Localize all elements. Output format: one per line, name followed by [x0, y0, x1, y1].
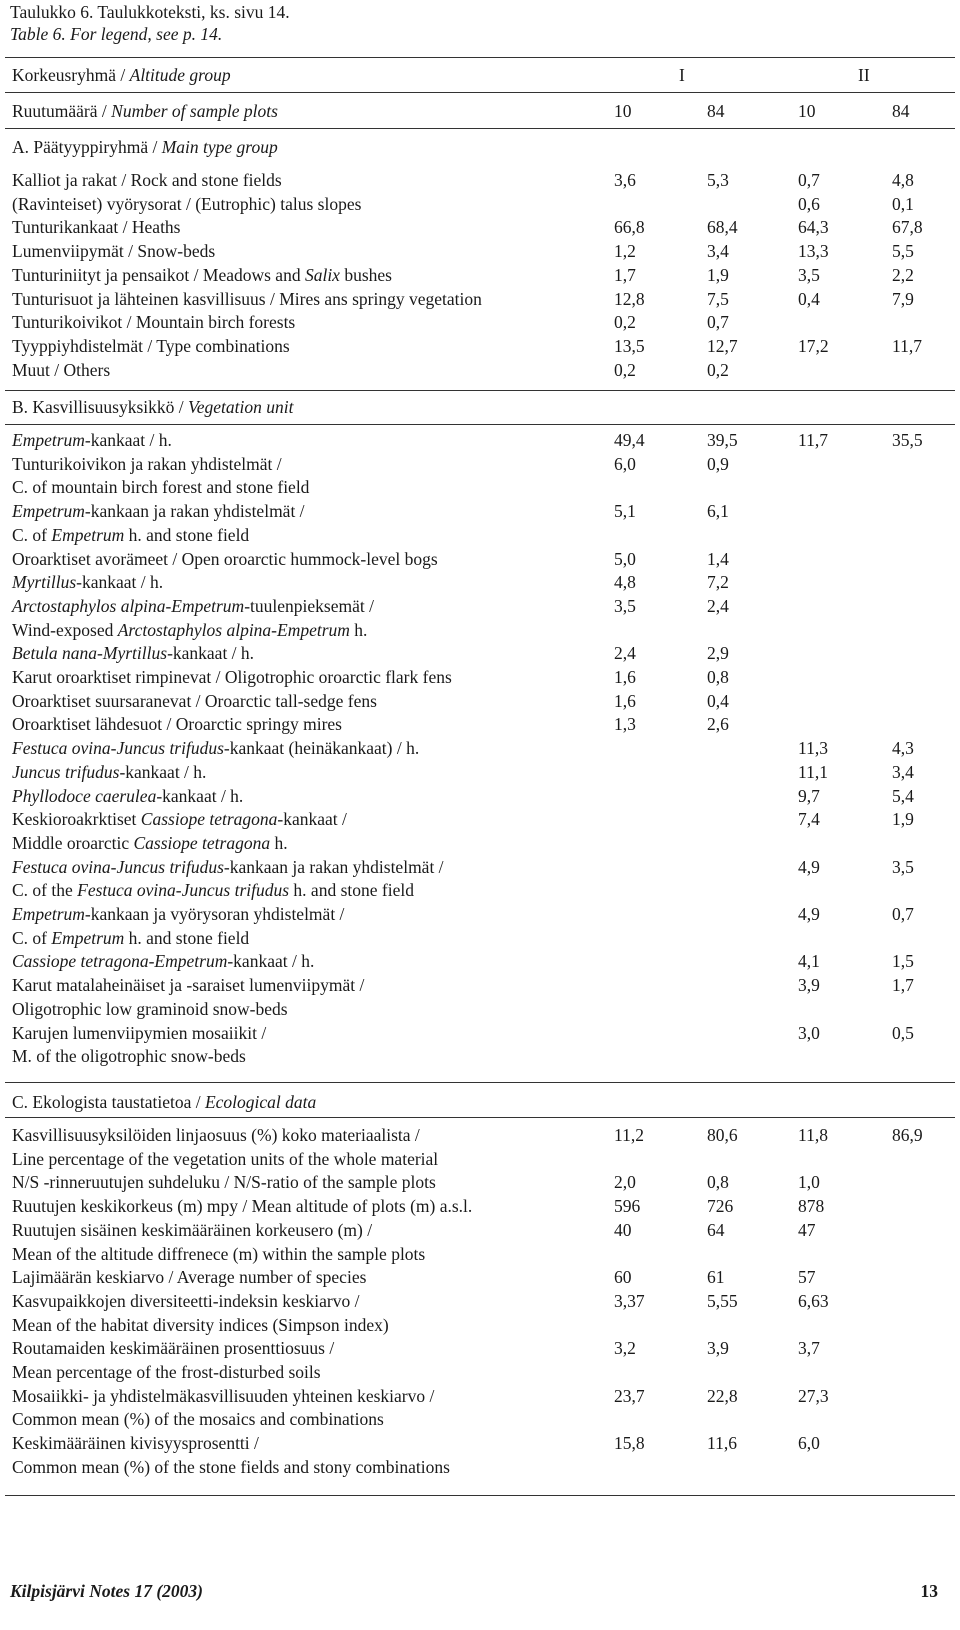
value-cell: 3,5 — [614, 595, 636, 616]
label-text: -kankaat / h. — [76, 572, 164, 593]
value-cell: 6,63 — [798, 1290, 829, 1311]
label-text: -kankaan ja vyörysoran yhdistelmät / — [84, 904, 345, 924]
value-cell: 7,5 — [707, 288, 729, 309]
row-label: Common mean (%) of the stone fields and stony combinations — [12, 1456, 450, 1477]
section-a-title-en: Main type group — [161, 137, 278, 157]
row-label: Kasvillisuusyksilöiden linjaosuus (%) koko materiaalista / — [12, 1125, 420, 1145]
value-cell: 0,8 — [707, 667, 729, 687]
row-label: (Ravinteiset) vyörysorat / (Eutrophic) talus slopes — [12, 193, 362, 214]
table-row — [12, 1384, 960, 1408]
row-label — [12, 618, 367, 642]
table-row — [12, 641, 960, 665]
table-row — [12, 878, 960, 902]
table-row — [12, 807, 960, 831]
group-I-header: I — [679, 65, 685, 85]
row-label — [12, 428, 172, 452]
value-cell: 4,8 — [614, 572, 636, 593]
value-cell: 0,7 — [707, 312, 729, 333]
row-label — [12, 855, 444, 879]
table-row — [12, 570, 960, 594]
row-label: Ruutujen keskikorkeus (m) mpy / Mean altitude of plots (m) a.s.l. — [12, 1196, 473, 1217]
value-cell: 3,2 — [614, 1338, 636, 1359]
species-name: Cassiope tetragona — [140, 809, 278, 830]
row-label — [12, 665, 452, 689]
value-cell: 5,0 — [614, 548, 636, 569]
value-cell: 2,2 — [892, 264, 914, 285]
value-cell: 1,4 — [707, 548, 729, 569]
value-cell: 1,3 — [614, 714, 636, 735]
value-cell: 60 — [614, 1267, 632, 1288]
row-label — [12, 452, 282, 476]
value-cell: 67,8 — [892, 217, 923, 238]
table-row — [12, 831, 960, 855]
value-cell: 7,9 — [892, 288, 914, 309]
value-cell: 13,5 — [614, 335, 645, 356]
table-row — [12, 949, 960, 973]
table-row — [12, 926, 960, 950]
value-cell: 23,7 — [614, 1385, 645, 1406]
value-cell: 64 — [707, 1219, 725, 1240]
row-label: Tyyppiyhdistelmät / Type combinations — [12, 335, 290, 356]
label-text: -kankaat / h. — [119, 761, 207, 782]
table-row — [12, 1407, 960, 1431]
value-cell: 11,2 — [614, 1125, 644, 1145]
label-text: -kankaat / h. — [156, 785, 244, 806]
row-label: N/S -rinneruutujen suhdeluku / N/S-ratio of the sample plots — [12, 1172, 436, 1193]
table-row — [12, 902, 960, 926]
section-c-rule — [5, 1082, 955, 1083]
table-row — [12, 452, 960, 476]
label-text: Oligotrophic low graminoid snow-beds — [12, 998, 288, 1019]
plot-count-2: 84 — [707, 101, 725, 121]
value-cell: 15,8 — [614, 1433, 645, 1454]
value-cell: 4,1 — [798, 951, 820, 972]
section-b-inner-rule — [5, 424, 955, 425]
value-cell: 2,6 — [707, 714, 729, 735]
species-name: Arctostaphylos alpina-Empetrum — [117, 619, 350, 640]
value-cell: 11,6 — [707, 1433, 737, 1454]
value-cell: 3,9 — [798, 975, 820, 996]
label-text: Karut matalaheinäiset ja -saraiset lumenviipymät / — [12, 975, 365, 996]
table-row — [12, 192, 960, 216]
section-a-rule — [5, 128, 955, 129]
table-row — [12, 1044, 960, 1068]
value-cell: 5,4 — [892, 785, 914, 806]
table-row — [12, 499, 960, 523]
label-text: h. and stone field — [124, 524, 250, 545]
row-label: Keskimääräinen kivisyysprosentti / — [12, 1433, 259, 1454]
table-row — [12, 428, 960, 452]
table-row — [12, 263, 960, 287]
plots-label-fi: Ruutumäärä / — [12, 101, 112, 121]
value-cell: 4,8 — [892, 170, 914, 190]
value-cell: 2,4 — [707, 595, 729, 616]
table-row — [12, 1170, 960, 1194]
label-text: h. — [349, 619, 368, 640]
label-text: -kankaat / h. — [84, 430, 172, 450]
value-cell: 0,5 — [892, 1022, 914, 1043]
value-cell: 35,5 — [892, 430, 923, 450]
row-label: Line percentage of the vegetation units of the whole material — [12, 1148, 439, 1169]
table-row — [12, 1313, 960, 1337]
table-row — [12, 239, 960, 263]
label-text: h. and stone field — [124, 927, 250, 948]
row-label — [12, 263, 392, 287]
row-label — [12, 523, 249, 547]
row-label — [12, 973, 364, 997]
value-cell: 49,4 — [614, 430, 645, 450]
value-cell: 1,0 — [798, 1172, 820, 1193]
section-a-title-fi: A. Päätyyppiryhmä / — [12, 137, 162, 157]
section-b-title-en: Vegetation unit — [188, 397, 294, 417]
table-row — [12, 1242, 960, 1266]
table-row — [12, 689, 960, 713]
row-label: Tunturikankaat / Heaths — [12, 217, 181, 238]
row-label: Muut / Others — [12, 359, 111, 380]
value-cell: 878 — [798, 1196, 825, 1217]
value-cell: 0,2 — [614, 312, 636, 333]
species-name: Empetrum — [12, 904, 85, 924]
value-cell: 0,1 — [892, 193, 914, 214]
value-cell: 4,3 — [892, 738, 914, 759]
table-row — [12, 855, 960, 879]
row-label — [12, 641, 254, 665]
bottom-rule — [5, 1495, 955, 1496]
value-cell: 11,8 — [798, 1125, 828, 1145]
species-name: Festuca ovina-Juncus trifudus — [12, 738, 224, 759]
table-row — [12, 594, 960, 618]
label-text: -kankaat (heinäkankaat) / h. — [223, 738, 420, 759]
row-label: Mean of the habitat diversity indices (Simpson index) — [12, 1314, 389, 1335]
species-name: Empetrum — [51, 927, 125, 948]
value-cell: 2,9 — [707, 643, 729, 664]
table-row — [12, 1123, 960, 1147]
species-name: Festuca ovina-Juncus trifudus — [12, 856, 224, 877]
row-label: Kalliot ja rakat / Rock and stone fields — [12, 170, 282, 190]
value-cell: 64,3 — [798, 217, 829, 238]
value-cell: 9,7 — [798, 785, 820, 806]
value-cell: 61 — [707, 1267, 725, 1288]
table-row — [12, 1021, 960, 1045]
row-label — [12, 831, 288, 855]
value-cell: 12,7 — [707, 335, 738, 356]
journal-footer: Kilpisjärvi Notes 17 (2003) — [10, 1581, 203, 1601]
table-row — [12, 760, 960, 784]
value-cell: 1,2 — [614, 241, 636, 262]
value-cell: 6,0 — [614, 453, 636, 474]
value-cell: 11,3 — [798, 738, 828, 759]
row-label — [12, 570, 163, 594]
page-number: 13 — [920, 1581, 938, 1601]
table-row — [12, 784, 960, 808]
plot-count-1: 10 — [614, 101, 632, 121]
row-label: Tunturikoivikot / Mountain birch forests — [12, 312, 296, 333]
label-text: Middle oroarctic — [12, 832, 134, 853]
value-cell: 12,8 — [614, 288, 645, 309]
table-row — [12, 168, 960, 192]
value-cell: 3,4 — [707, 241, 729, 262]
row-label — [12, 760, 206, 784]
table-row — [12, 1265, 960, 1289]
label-text: -kankaat / — [277, 809, 347, 830]
table-row — [12, 1147, 960, 1171]
species-name: Cassiope tetragona — [133, 832, 271, 853]
label-text: -kankaan ja rakan yhdistelmät / — [84, 501, 305, 522]
value-cell: 0,8 — [707, 1172, 729, 1193]
value-cell: 66,8 — [614, 217, 645, 238]
label-text: M. of the oligotrophic snow-beds — [12, 1046, 246, 1067]
row-label: Mosaiikki- ja yhdistelmäkasvillisuuden yhteinen keskiarvo / — [12, 1385, 435, 1406]
value-cell: 3,7 — [798, 1338, 820, 1359]
row-label — [12, 902, 344, 926]
row-label: Lumenviipymät / Snow-beds — [12, 241, 216, 262]
value-cell: 1,6 — [614, 667, 636, 687]
row-label — [12, 949, 314, 973]
value-cell: 47 — [798, 1219, 816, 1240]
section-a-title — [12, 135, 278, 159]
value-cell: 0,6 — [798, 193, 820, 214]
value-cell: 3,5 — [798, 264, 820, 285]
value-cell: 2,0 — [614, 1172, 636, 1193]
section-b-title-fi: B. Kasvillisuusyksikkö / — [12, 397, 188, 417]
value-cell: 0,2 — [707, 359, 729, 380]
value-cell: 4,9 — [798, 904, 820, 924]
plot-count-3: 10 — [798, 101, 816, 121]
value-cell: 11,1 — [798, 761, 828, 782]
table-row — [12, 310, 960, 334]
value-cell: 39,5 — [707, 430, 738, 450]
row-label: Routamaiden keskimääräinen prosenttiosuus / — [12, 1338, 335, 1359]
section-b-title — [12, 395, 293, 419]
table-row — [12, 1194, 960, 1218]
section-c-title-en: Ecological data — [204, 1092, 317, 1112]
label-text: Keskioroakrktiset — [12, 809, 141, 830]
table-caption-fi: Taulukko 6. Taulukkoteksti, ks. sivu 14. — [10, 2, 290, 22]
value-cell: 2,4 — [614, 643, 636, 664]
value-cell: 5,1 — [614, 501, 636, 522]
value-cell: 3,4 — [892, 761, 914, 782]
table-row — [12, 712, 960, 736]
species-name: Betula nana-Myrtillus — [12, 643, 168, 664]
table-row — [12, 1336, 960, 1360]
plots-header — [12, 99, 278, 123]
species-name: Phyllodoce caerulea — [12, 785, 157, 806]
table-row — [12, 973, 960, 997]
row-label: Lajimäärän keskiarvo / Average number of species — [12, 1267, 367, 1288]
species-name: Myrtillus — [12, 572, 77, 593]
row-label: Mean of the altitude diffrenece (m) within the sample plots — [12, 1243, 426, 1264]
value-cell: 11,7 — [892, 335, 922, 356]
row-label — [12, 926, 249, 950]
value-cell: 3,9 — [707, 1338, 729, 1359]
species-name: Salix — [304, 264, 340, 285]
species-name: Festuca ovina-Juncus trifudus — [77, 880, 290, 901]
value-cell: 6,1 — [707, 501, 729, 522]
value-cell: 0,4 — [798, 288, 820, 309]
value-cell: 0,7 — [892, 904, 914, 924]
value-cell: 3,6 — [614, 170, 636, 190]
row-label — [12, 1044, 246, 1068]
value-cell: 3,5 — [892, 856, 914, 877]
label-text: Oroarktiset avorämeet / Open oroarctic hummock-level bogs — [12, 548, 438, 569]
table-row — [12, 665, 960, 689]
table-row — [12, 547, 960, 571]
label-text: h. and stone field — [289, 880, 414, 901]
label-text: -kankaan ja rakan yhdistelmät / — [223, 856, 444, 877]
section-c-title-fi: C. Ekologista taustatietoa / — [12, 1092, 205, 1112]
value-cell: 0,7 — [798, 170, 820, 190]
row-label — [12, 689, 377, 713]
value-cell: 40 — [614, 1219, 632, 1240]
row-label: Mean percentage of the frost-disturbed soils — [12, 1362, 321, 1382]
value-cell: 68,4 — [707, 217, 738, 238]
row-label — [12, 594, 374, 618]
row-label: Kasvupaikkojen diversiteetti-indeksin keskiarvo / — [12, 1290, 360, 1311]
plot-count-4: 84 — [892, 101, 910, 121]
row-label — [12, 1021, 266, 1045]
table-row — [12, 358, 960, 382]
table-row — [12, 1360, 960, 1384]
value-cell: 27,3 — [798, 1385, 829, 1406]
table-row — [12, 523, 960, 547]
value-cell: 86,9 — [892, 1125, 923, 1145]
value-cell: 17,2 — [798, 335, 829, 356]
value-cell: 5,5 — [892, 241, 914, 262]
label-text: -kankaat / h. — [167, 643, 255, 664]
row-label — [12, 475, 309, 499]
label-text: -tuulenpieksemät / — [244, 595, 374, 616]
value-cell: 596 — [614, 1196, 641, 1217]
label-text: Wind-exposed — [12, 619, 118, 640]
value-cell: 5,3 — [707, 170, 729, 190]
value-cell: 7,2 — [707, 572, 729, 593]
value-cell: 1,7 — [614, 264, 636, 285]
value-cell: 22,8 — [707, 1385, 738, 1406]
value-cell: 1,9 — [892, 809, 914, 830]
table-row — [12, 1289, 960, 1313]
row-label: Common mean (%) of the mosaics and combinations — [12, 1409, 384, 1430]
row-label — [12, 547, 438, 571]
value-cell: 7,4 — [798, 809, 820, 830]
label-text: Karut oroarktiset rimpinevat / Oligotrophic oroarctic flark fens — [12, 667, 452, 687]
value-cell: 1,6 — [614, 690, 636, 711]
row-label: Tunturisuot ja lähteinen kasvillisuus / Mires ans springy vegetation — [12, 288, 482, 309]
section-b-rule — [5, 390, 955, 391]
species-name: Empetrum — [12, 430, 85, 450]
species-name: Empetrum — [12, 501, 85, 522]
value-cell: 11,7 — [798, 430, 828, 450]
altitude-label-fi: Korkeusryhmä / — [12, 65, 130, 85]
altitude-label-en: Altitude group — [129, 65, 231, 85]
value-cell: 1,5 — [892, 951, 914, 972]
label-text: Tunturiniityt ja pensaikot / Meadows and — [12, 264, 305, 285]
value-cell: 726 — [707, 1196, 734, 1217]
table-caption-en: Table 6. For legend, see p. 14. — [10, 24, 223, 44]
label-text: -kankaat / h. — [227, 951, 315, 972]
row-label — [12, 997, 288, 1021]
plots-label-en: Number of sample plots — [111, 101, 278, 121]
label-text: Oroarktiset lähdesuot / Oroarctic springy mires — [12, 714, 342, 735]
table-row — [12, 215, 960, 239]
value-cell: 6,0 — [798, 1433, 820, 1454]
species-name: Cassiope tetragona-Empetrum — [12, 951, 228, 972]
value-cell: 13,3 — [798, 241, 829, 262]
label-text: h. — [270, 832, 288, 853]
table-row — [12, 736, 960, 760]
value-cell: 0,4 — [707, 690, 729, 711]
value-cell: 1,9 — [707, 264, 729, 285]
table-row — [12, 287, 960, 311]
section-c-inner-rule — [5, 1117, 955, 1118]
label-text: C. of mountain birch forest and stone field — [12, 477, 310, 498]
table-row — [12, 1455, 960, 1479]
label-text: bushes — [339, 264, 392, 285]
label-text: C. of the — [12, 880, 78, 901]
label-text: C. of — [12, 927, 52, 948]
table-row — [12, 1218, 960, 1242]
label-text: Oroarktiset suursaranevat / Oroarctic tall-sedge fens — [12, 690, 377, 711]
row-label — [12, 736, 419, 760]
value-cell: 4,9 — [798, 856, 820, 877]
value-cell: 3,0 — [798, 1022, 820, 1043]
value-cell: 57 — [798, 1267, 816, 1288]
label-text: Tunturikoivikon ja rakan yhdistelmät / — [12, 453, 282, 474]
row-label — [12, 784, 243, 808]
row-label — [12, 712, 342, 736]
group-II-header: II — [858, 65, 870, 85]
species-name: Juncus trifudus — [12, 761, 120, 782]
table-row — [12, 997, 960, 1021]
section-c-title — [12, 1090, 316, 1114]
value-cell: 0,9 — [707, 453, 729, 474]
label-text: Karujen lumenviipymien mosaiikit / — [12, 1022, 267, 1043]
row-label: Ruutujen sisäinen keskimääräinen korkeusero (m) / — [12, 1219, 373, 1240]
table-row — [12, 1431, 960, 1455]
value-cell: 1,7 — [892, 975, 914, 996]
altitude-group-header — [12, 63, 231, 87]
value-cell: 5,55 — [707, 1290, 738, 1311]
top-rule — [5, 57, 955, 58]
value-cell: 0,2 — [614, 359, 636, 380]
table-row — [12, 618, 960, 642]
row-label — [12, 499, 305, 523]
row-label — [12, 878, 414, 902]
table-row — [12, 334, 960, 358]
table-row — [12, 475, 960, 499]
value-cell: 80,6 — [707, 1125, 738, 1145]
value-cell: 3,37 — [614, 1290, 645, 1311]
header-rule — [5, 92, 955, 93]
row-label — [12, 807, 347, 831]
species-name: Arctostaphylos alpina-Empetrum — [12, 595, 245, 616]
species-name: Empetrum — [51, 524, 125, 545]
label-text: C. of — [12, 524, 52, 545]
